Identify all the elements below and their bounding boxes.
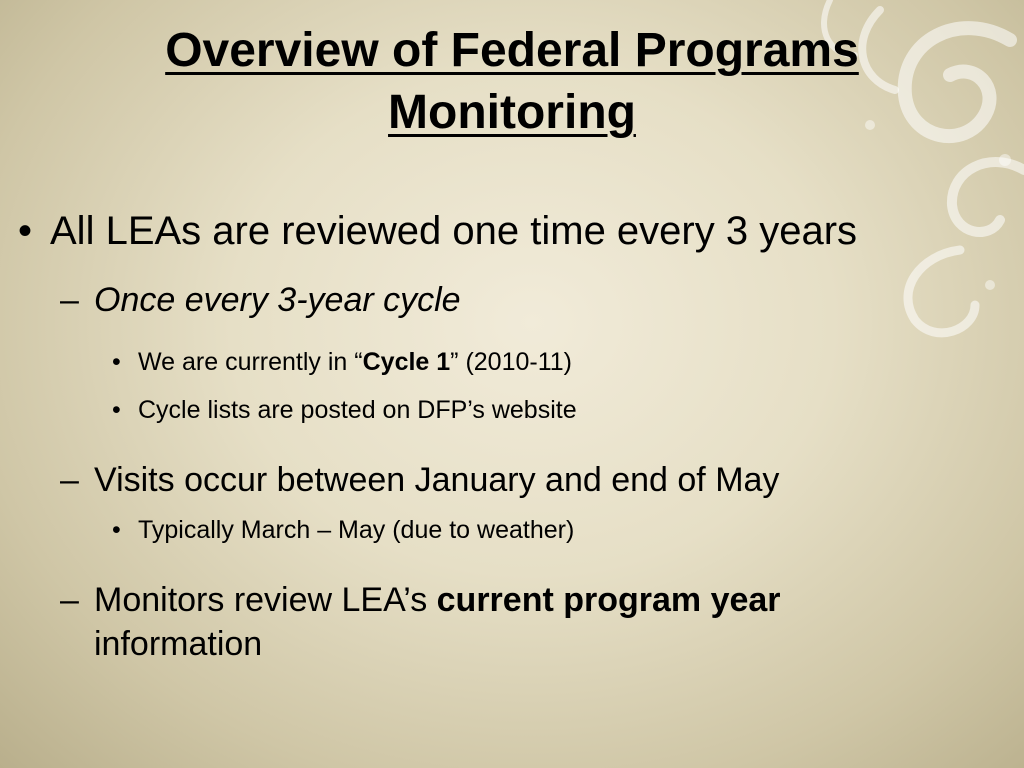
bullet-text: All LEAs are reviewed one time every 3 years [50, 209, 858, 253]
current-cycle-suffix: ” (2010-11) [450, 348, 572, 376]
sub-sub-bullet-current-cycle [112, 346, 572, 378]
dash-marker: – [60, 281, 79, 319]
monitors-review-bold: current program year [436, 581, 781, 619]
bullet-all-leas-reviewed [18, 206, 857, 256]
cycle-lists-text: Cycle lists are posted on DFP’s website [138, 396, 577, 424]
sub-sub-bullet-typically-march [112, 514, 574, 546]
bullet-marker: • [112, 396, 121, 424]
sub-sub-bullet-cycle-lists [112, 394, 577, 426]
bullet-marker: • [112, 348, 121, 376]
slide-title [0, 20, 1024, 144]
current-cycle-bold: Cycle 1 [362, 348, 451, 376]
sub-bullet-visits-occur [60, 458, 779, 502]
dash-marker: – [60, 461, 79, 499]
sub-bullet-once-every-cycle [60, 278, 461, 322]
sub-bullet-text: Visits occur between January and end of May [94, 461, 780, 499]
typically-march-text: Typically March – May (due to weather) [138, 516, 575, 544]
slide-title-line1: Overview of Federal Programs [165, 24, 859, 77]
dash-marker: – [60, 581, 79, 619]
bullet-marker: • [18, 209, 33, 253]
monitors-review-line2: information [94, 625, 263, 663]
slide-title-line2: Monitoring [388, 86, 636, 139]
sub-bullet-text: Once every 3-year cycle [94, 281, 461, 319]
bullet-marker: • [112, 516, 121, 544]
monitors-review-prefix: Monitors review LEA’s [94, 581, 437, 619]
current-cycle-prefix: We are currently in “ [138, 348, 363, 376]
sub-bullet-monitors-review [60, 578, 781, 666]
